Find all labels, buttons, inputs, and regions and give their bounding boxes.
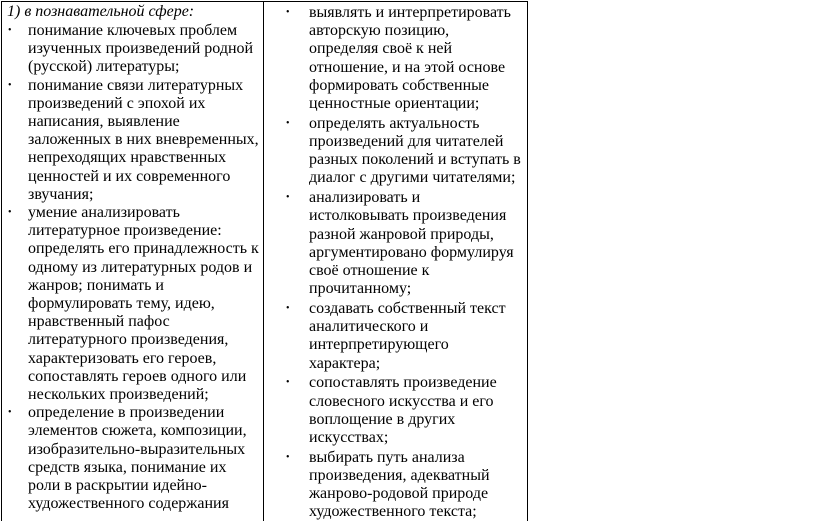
list-item (286, 374, 525, 447)
list-item-text-line: написания, выявление (28, 113, 180, 131)
document-table (1, 1, 528, 521)
list-item-text-line: аналитического и (309, 318, 429, 336)
table-column-right (264, 2, 528, 521)
list-item-text-line: сопоставлять произведение (309, 374, 497, 392)
list-item-text-line: произведений с эпохой их (28, 94, 206, 112)
list-item-text-line: понимание связи литературных (28, 76, 244, 94)
list-item (8, 22, 262, 77)
list-item-text-line: непреходящих нравственных (28, 149, 227, 167)
list-item-text-line: средств языка, понимание их (28, 458, 227, 476)
list-item-text-line: воплощение в других (309, 410, 456, 428)
list-item-text-line: умение анализировать (28, 204, 180, 222)
list-item-text-line: одному из литературных родов и (28, 258, 253, 276)
bullet-icon: • (286, 117, 290, 129)
list-item-text-line: словесного искусства и его (309, 392, 494, 410)
list-item (286, 189, 525, 298)
bullet-icon: • (8, 207, 12, 219)
list-item-text-line: создавать собственный текст (309, 300, 506, 318)
list-item (286, 114, 525, 188)
list-item-text-line: произведения, адекватный (309, 467, 490, 485)
list-item-text-line: анализировать и (309, 189, 421, 207)
list-item-text-line: истолковывать произведения (309, 207, 507, 225)
list-item-text-line: выявлять и интерпретировать (309, 4, 511, 21)
list-item-text-line: произведений для читателей (309, 133, 504, 151)
list-item-text-line: ценностные ориентации; (309, 95, 480, 113)
table-column-left (2, 2, 264, 521)
list-item-text-line: прочитанному; (309, 280, 412, 298)
list-item (8, 76, 262, 204)
list-item (8, 204, 262, 404)
list-item-text-line: определять актуальность (309, 114, 480, 132)
list-item (286, 4, 525, 113)
list-item-text-line: характера; (309, 354, 381, 372)
list-item-text-line: диалог с другими читателями; (309, 169, 516, 187)
bullet-icon: • (286, 451, 290, 463)
list-item-text-line: определять его принадлежность к (28, 240, 259, 258)
list-item-text-line: ценностей и их современного (28, 167, 231, 185)
bullet-icon: • (8, 79, 12, 91)
list-item-text-line: сопоставлять героев одного или (28, 367, 247, 385)
list-item-text-line: формулировать тему, идею, (28, 295, 215, 313)
list-item-text-line: литературного произведения, (28, 331, 229, 349)
list-item-text-line: нескольких произведений; (28, 386, 209, 404)
list-item-text-line: изученных произведений родной (28, 40, 254, 58)
list-item-text-line: своё отношение к (309, 262, 430, 280)
list-item-text-line: художественного содержания (28, 495, 229, 513)
left-bullet-list (8, 22, 262, 513)
list-item-text-line: формировать собственные (309, 76, 490, 94)
list-item-text-line: разной жанровой природы, (309, 225, 494, 243)
list-item-text-line: литературное произведение: (28, 222, 222, 240)
bullet-icon: • (286, 303, 290, 315)
list-item-text-line: жанрово-родовой природе (309, 485, 489, 503)
bullet-icon: • (286, 377, 290, 389)
list-item-text-line: элементов сюжета, композиции, (28, 422, 247, 440)
bullet-icon: • (8, 407, 12, 419)
list-item-text-line: разных поколений и вступать в (309, 151, 521, 169)
list-item (286, 300, 525, 373)
bullet-icon: • (8, 25, 12, 36)
list-item-text-line: авторскую позицию, (309, 22, 450, 40)
bullet-icon: • (286, 192, 290, 204)
list-item-text-line: характеризовать его героев, (28, 349, 217, 367)
list-item-text-line: аргументировано формулируя (309, 243, 514, 261)
list-item (8, 404, 262, 513)
list-item-text-line: определяя своё к ней (309, 40, 453, 58)
bullet-icon: • (286, 7, 290, 18)
list-item-text-line: роли в раскрытии идейно- (28, 477, 207, 495)
list-item-text-line: звучания; (28, 185, 94, 203)
list-item-text-line: отношение, и на этой основе (309, 58, 506, 76)
right-bullet-list (286, 4, 525, 523)
list-item-text-line: нравственный пафос (28, 313, 170, 331)
list-item-text-line: художественного текста; (309, 503, 477, 521)
list-item-text-line: заложенных в них вневременных, (28, 131, 259, 149)
section-heading: 1) в познавательной сфере: (7, 3, 195, 20)
list-item-text-line: изобразительно-выразительных (28, 440, 246, 458)
list-item-text-line: понимание ключевых проблем (28, 22, 238, 39)
list-item-text-line: жанров; понимать и (28, 276, 164, 294)
list-item-text-line: интерпретирующего (309, 336, 449, 354)
list-item-text-line: определение в произведении (28, 404, 225, 422)
list-item-text-line: выбирать путь анализа (309, 448, 465, 466)
list-item-text-line: искусствах; (309, 429, 389, 447)
list-item (286, 448, 525, 522)
list-item-text-line: (русской) литературы; (28, 58, 180, 76)
